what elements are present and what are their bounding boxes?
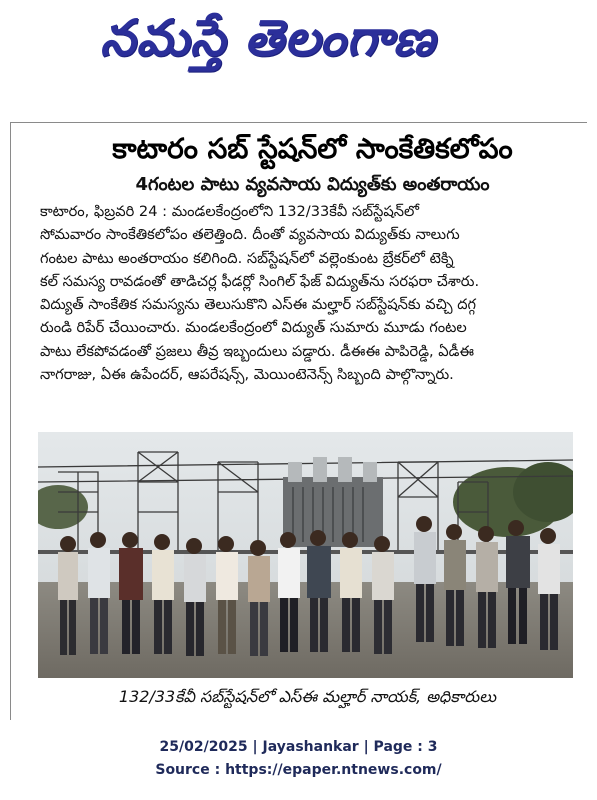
article-body-line: సోమవారం సాంకేతికలోపం తలెత్తింది. దీంతో వ్యవసాయ విద్యుత్‌కు నాలుగు xyxy=(40,226,460,244)
newspaper-title: నమస్తే తెలంగాణ xyxy=(100,9,436,67)
clipping-border-top xyxy=(10,122,587,123)
article-body-line: గంటల పాటు అంతరాయం కలిగింది. సబ్‌స్టేషన్‌లో వల్లెంకుంట బ్రేకర్‌లో టెక్ని xyxy=(40,249,454,267)
article-photo xyxy=(38,432,573,678)
newspaper-masthead xyxy=(0,0,597,80)
publication-info: 25/02/2025 | Jayashankar | Page : 3 xyxy=(159,739,438,755)
photo-caption: 132/33కేవీ సబ్‌స్టేషన్‌లో ఎస్ఈ మల్హార్ నాయక్, అధికారులు xyxy=(118,687,497,706)
article-body-line: నాగరాజు, ఏఈ ఉపేందర్, ఆపరేషన్స్, మెయింటెనెన్స్ సిబ్బంది పాల్గొన్నారు. xyxy=(40,366,454,384)
article-subheadline: 4గంటల పాటు వ్యవసాయ విద్యుత్‌కు అంతరాయం xyxy=(135,174,490,195)
article-body-line: కాటారం, ఫిబ్రవరి 24 : మండలకేంద్రంలోని 132/33కేవీ సబ్‌స్టేషన్‌లో xyxy=(40,203,420,220)
article-body-line: పాటు లేకపోవడంతో ప్రజలు తీవ్ర ఇబ్బందులు పడ్డారు. డీఈఈ పాపిరెడ్డి, ఏడీఈ xyxy=(40,342,474,360)
article-body xyxy=(40,200,575,386)
source-link[interactable]: Source : https://epaper.ntnews.com/ xyxy=(155,762,442,778)
substation-group-photo xyxy=(38,432,573,678)
article-body-line: కల్ సమస్య రావడంతో తాడిచర్ల ఫీడర్లో సింగిల్ ఫేజ్ విద్యుత్‌ను సరఫరా చేశారు. xyxy=(40,272,480,290)
article-headline: కాటారం సబ్ స్టేషన్‌లో సాంకేతికలోపం xyxy=(112,132,513,165)
clipping-border-left xyxy=(10,122,11,720)
article-body-line: రుండి రిపేర్ చేయించారు. మండలకేంద్రంలో విద్యుత్ సుమారు మూడు గంటల xyxy=(40,319,467,337)
article-body-line: విద్యుత్ సాంకేతిక సమస్యను తెలుసుకొని ఎస్ఈ మల్హార్ సబ్‌స్టేషన్‌కు వచ్చి దగ్గ xyxy=(40,296,477,314)
